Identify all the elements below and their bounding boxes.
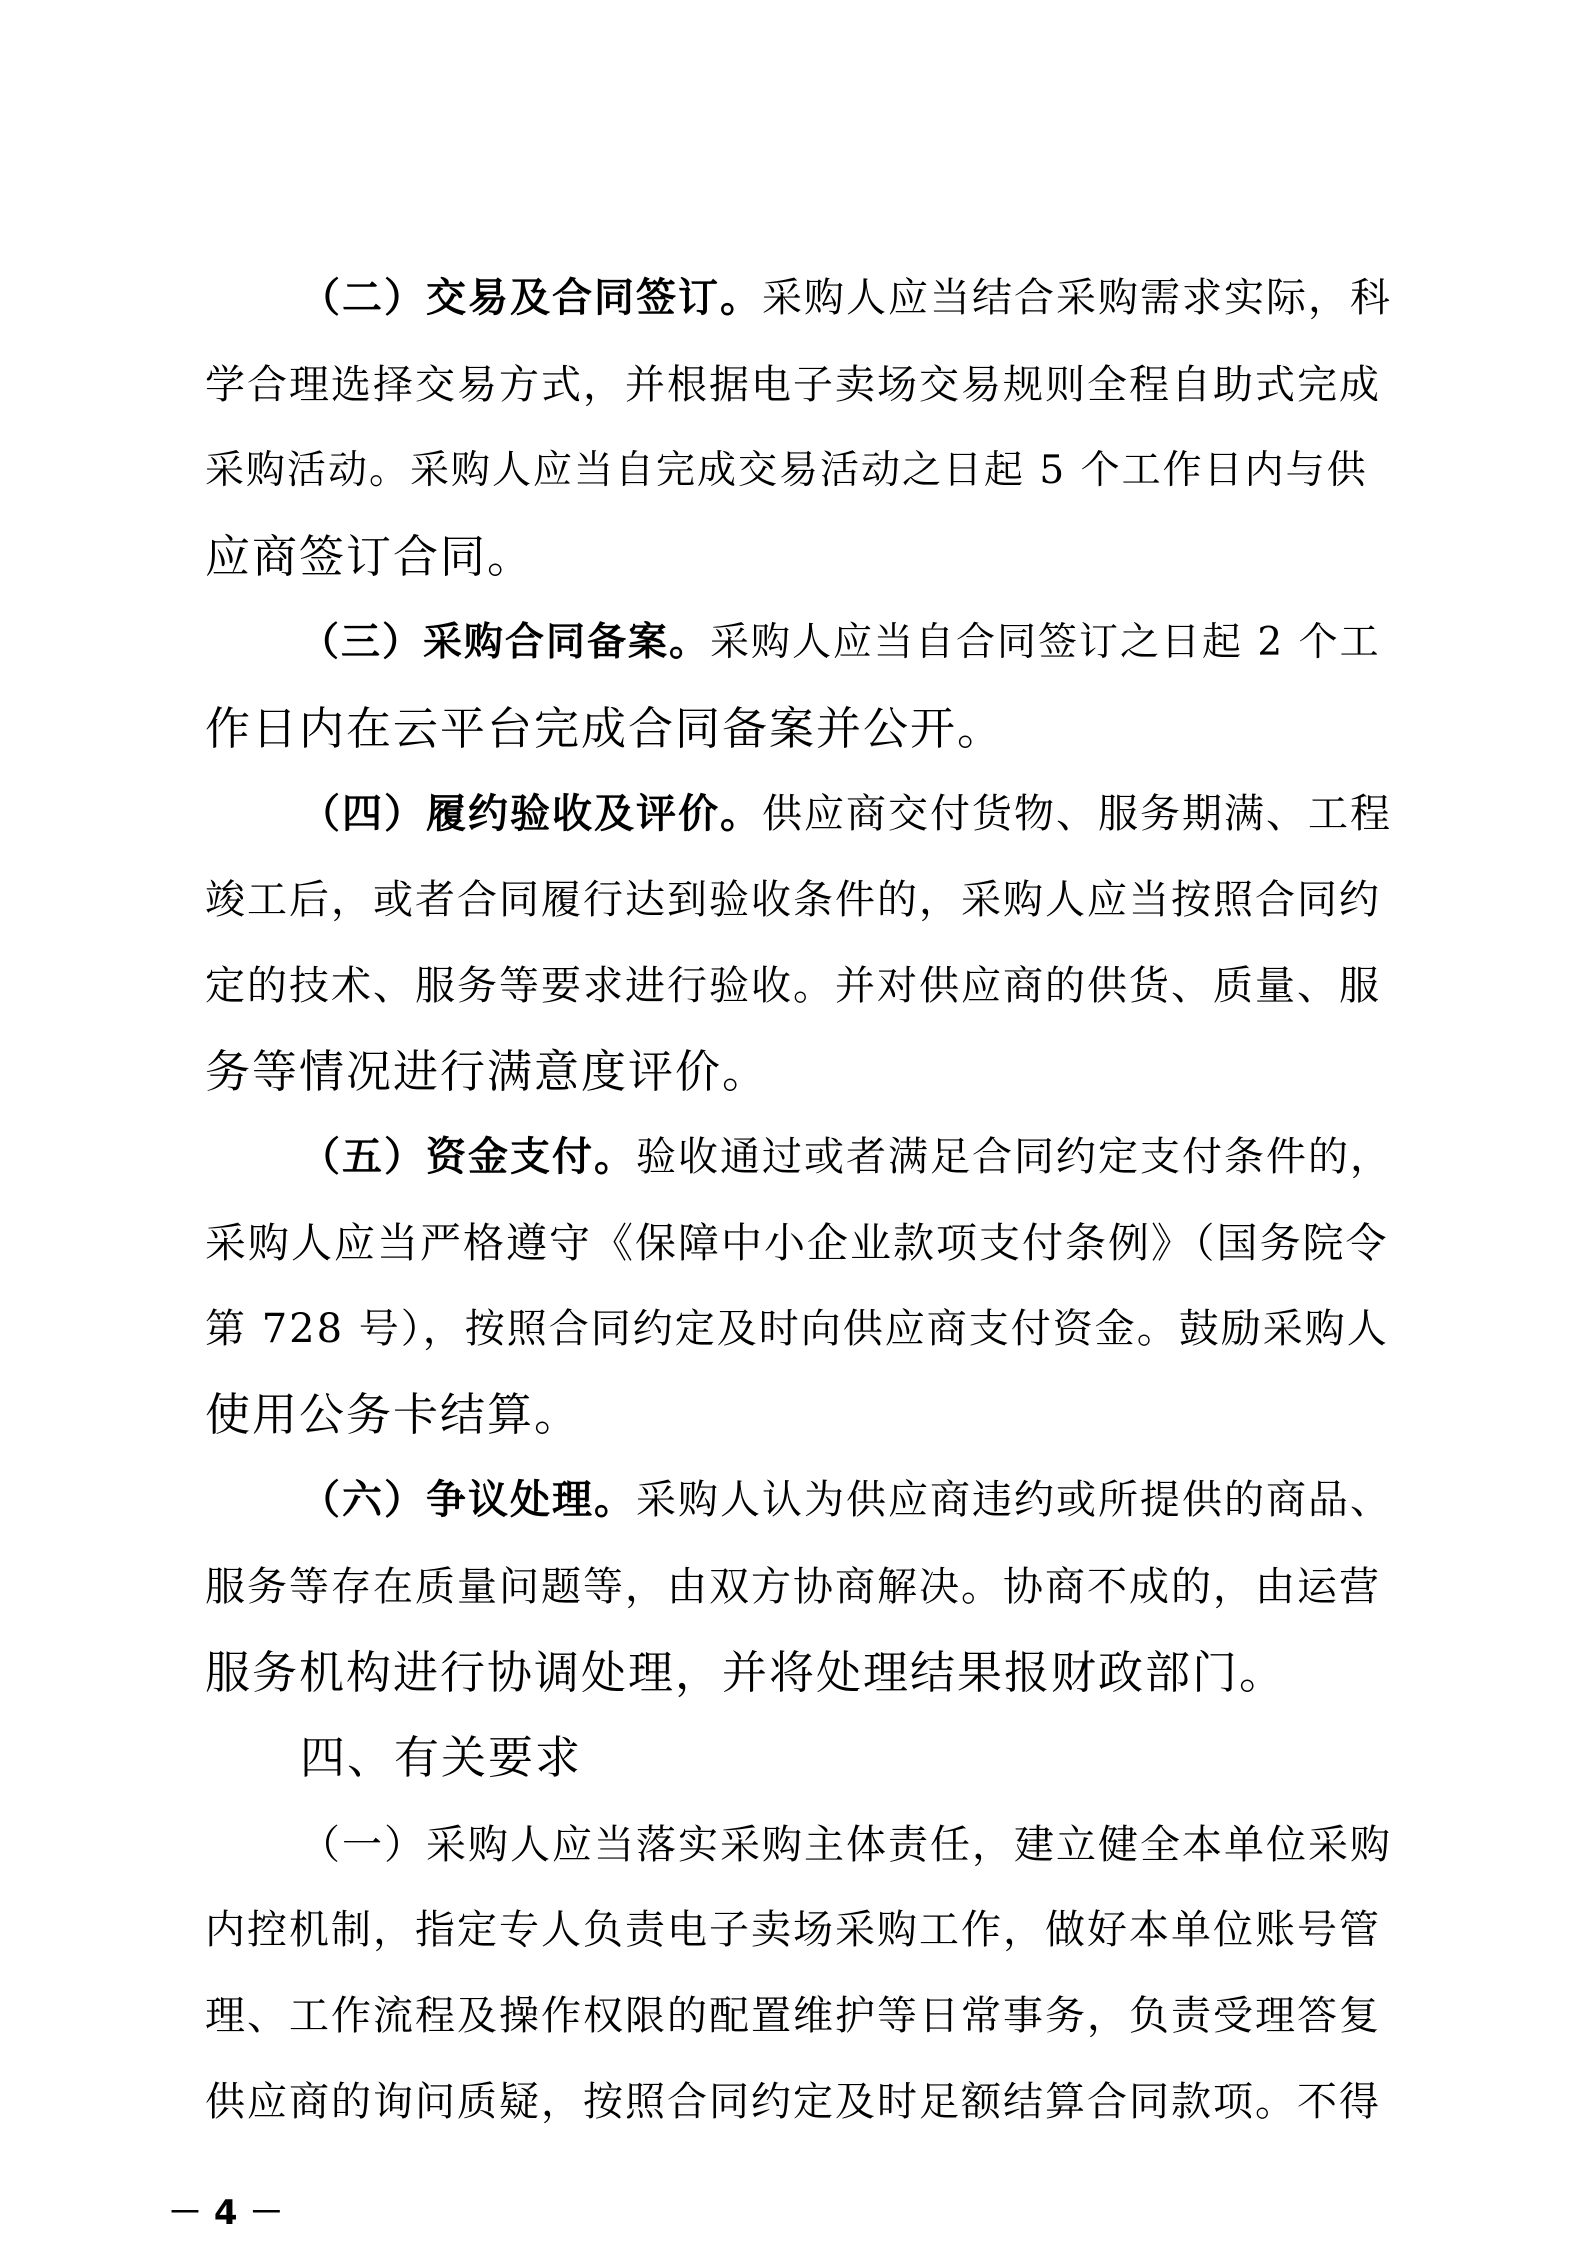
- paragraph-3-line-1: [300, 612, 1381, 672]
- paragraph-2-line-3: 采购活动。采购人应当自完成交易活动之日起 5 个工作日内与供: [205, 448, 1368, 493]
- paragraph-6-line-2: 服务等存在质量问题等，由双方协商解决。协商不成的，由运营: [205, 1564, 1381, 1610]
- paragraph-4-text: 供应商交付货物、服务期满、工程: [762, 791, 1392, 837]
- paragraph-2-line-1: [300, 268, 1392, 328]
- paragraph-6-heading: （六）争议处理。: [300, 1476, 636, 1523]
- paragraph-2-heading: （二）交易及合同签订。: [300, 274, 762, 321]
- page-number: － 4 －: [168, 2193, 284, 2233]
- paragraph-4-line-3: 定的技术、服务等要求进行验收。并对供应商的供货、质量、服: [205, 963, 1381, 1009]
- paragraph-4-line-1: [300, 784, 1392, 844]
- paragraph-5-heading: （五）资金支付。: [300, 1133, 636, 1180]
- paragraph-4-line-4: 务等情况进行满意度评价。: [205, 1045, 770, 1098]
- requirement-1-line-3: 理、工作流程及操作权限的配置维护等日常事务，负责受理答复: [205, 1993, 1381, 2039]
- requirement-1-line-1: （一）采购人应当落实采购主体责任，建立健全本单位采购: [300, 1822, 1392, 1868]
- requirement-1-line-4: 供应商的询问质疑，按照合同约定及时足额结算合同款项。不得: [205, 2079, 1381, 2125]
- paragraph-6-line-1: [300, 1470, 1392, 1530]
- requirement-1-line-2: 内控机制，指定专人负责电子卖场采购工作，做好本单位账号管: [205, 1907, 1381, 1953]
- paragraph-2-line-4: 应商签订合同。: [205, 530, 535, 583]
- paragraph-3-line-2: 作日内在云平台完成合同备案并公开。: [205, 702, 1005, 755]
- paragraph-5-line-3: 第 728 号），按照合同约定及时向供应商支付资金。鼓励采购人: [205, 1306, 1389, 1352]
- paragraph-5-line-2: 采购人应当严格遵守《保障中小企业款项支付条例》（国务院令: [205, 1219, 1389, 1267]
- paragraph-2-text: 采购人应当结合采购需求实际，科: [762, 275, 1392, 321]
- paragraph-5-line-1: [300, 1127, 1392, 1187]
- paragraph-4-line-2: 竣工后，或者合同履行达到验收条件的，采购人应当按照合同约: [205, 877, 1381, 923]
- paragraph-4-heading: （四）履约验收及评价。: [300, 790, 762, 837]
- paragraph-5-text: 验收通过或者满足合同约定支付条件的，: [636, 1134, 1392, 1180]
- section-heading: 四、有关要求: [300, 1731, 583, 1784]
- paragraph-6-line-3: 服务机构进行协调处理，并将处理结果报财政部门。: [205, 1646, 1287, 1699]
- paragraph-5-line-4: 使用公务卡结算。: [205, 1388, 582, 1441]
- paragraph-6-text: 采购人认为供应商违约或所提供的商品、: [636, 1477, 1392, 1523]
- paragraph-3-heading: （三）采购合同备案。: [300, 619, 711, 665]
- paragraph-2-line-2: 学合理选择交易方式，并根据电子卖场交易规则全程自助式完成: [205, 362, 1381, 408]
- paragraph-3-text: 采购人应当自合同签订之日起 2 个工: [710, 620, 1381, 665]
